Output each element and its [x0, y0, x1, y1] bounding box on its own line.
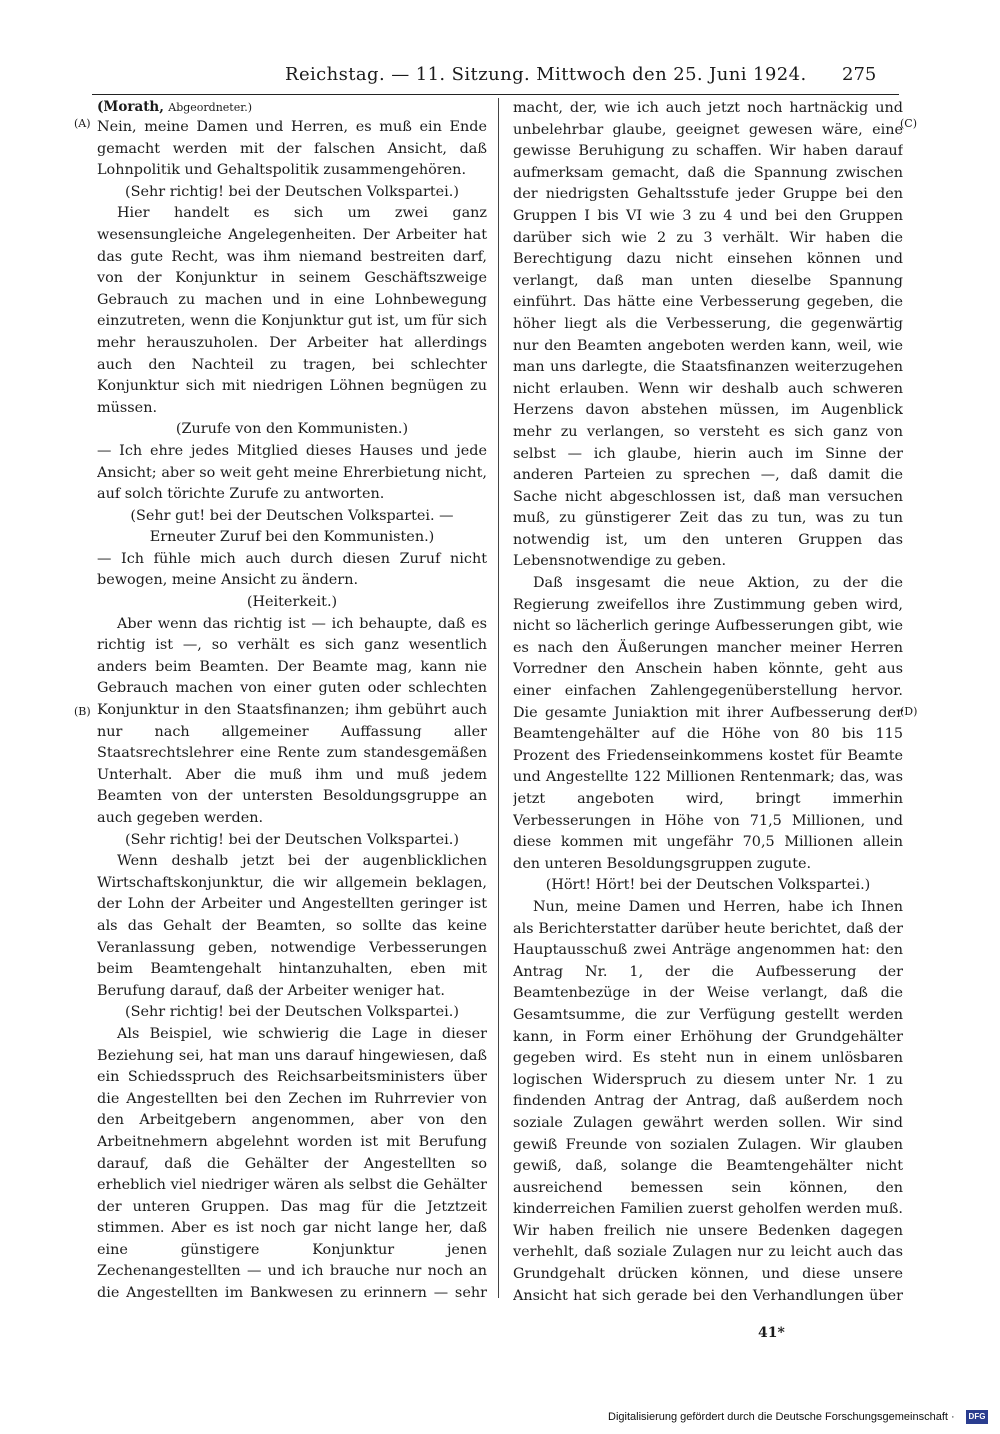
interjection: (Sehr richtig! bei der Deutschen Volkspartei.) — [125, 183, 459, 200]
paragraph: Nun, meine Damen und Herren, habe ich Ihnen als Berichterstatter darüber heute berichtet, daß der Hauptausschuß zwei Anträge angenommen hat: den Antrag Nr. 1, der die Aufbesserung der Beamtenbezüge in der Weise verlangt, daß die Gesamtsumme, die zur Verfügung gestellt werden kann, in Form einer Erhöhung der Grundgehälter gegeben wird. Es steht nun in einem unlösbaren logischen Widerspruch zu diesem unter Nr. 1 zu findenden Antrag der Antrag, daß außerdem noch soziale Zulagen gewährt werden sollen. Wir sind gewiß Freunde von sozialen Zulagen. Wir glauben gewiß, daß, solange die Beamtengehälter nicht ausreichend bemessen sein können, den kinderreichen Familien zuerst geholfen werden muß. Wir haben freilich nie unsere Bedenken dagegen verhehlt, daß soziale Zulagen nur zu leicht auch das Grundgehalt drücken können, und diese unsere Ansicht hat sich gerade bei den Verhandlungen über — [513, 898, 903, 1303]
page-header — [0, 62, 1000, 92]
interjection: (Hört! Hört! bei der Deutschen Volkspartei.) — [545, 877, 871, 894]
dfg-logo — [966, 1410, 988, 1424]
paragraph: Nein, meine Damen und Herren, es muß ein Ende gemacht werden mit der falschen Ansicht, daß Lohnpolitik und Gehaltspolitik zusammengehören. — [97, 119, 487, 179]
paragraph: — Ich ehre jedes Mitglied dieses Hauses und jede Ansicht; aber so weit geht meine Ehrerbietung nicht, auf solch törichte Zurufe zu antworten. — [97, 442, 487, 503]
left-column — [97, 98, 487, 1303]
margin-mark-d: (D) — [900, 705, 918, 718]
running-title: Reichstag. — 11. Sitzung. Mittwoch den 25. Juni 1924. — [285, 64, 807, 85]
right-column — [513, 98, 903, 1303]
paragraph: Aber wenn das richtig ist — ich behaupte, daß es richtig ist —, so verhält es sich ganz wesentlich anders beim Beamten. Der Beamte mag, kann nie Gebrauch machen von einer guten oder schlechten Konjunktur in den Staatsfinanzen; ihm gebührt auch nur nach allgemeiner Auffassung aller Staatsrechtslehrer eine Rente zum standesgemäßen Unterhalt. Aber die muß ihm und muß jedem Beamten von der untersten Besoldungsgruppe an auch gegeben werden. — [97, 615, 487, 826]
signature-mark: 41* — [758, 1325, 785, 1341]
interjection: (Sehr gut! bei der Deutschen Volkspartei. — Erneuter Zuruf bei den Kommunisten.) — [130, 507, 454, 546]
margin-mark-b: (B) — [74, 705, 91, 718]
interjection: (Zurufe von den Kommunisten.) — [175, 421, 409, 438]
column-divider — [498, 98, 499, 1298]
paragraph: Wenn deshalb jetzt bei der augenblicklichen Wirtschaftskonjunktur, die wir allgemein beklagen, der Lohn der Arbeiter und Angestellten geringer ist als das Gehalt der Beamten, so sollte das keine Veranlassung geben, notwendige Verbesserungen beim Beamtengehalt hintanzuhalten, eben mit Berufung darauf, daß der Arbeiter weniger hat. — [97, 853, 487, 999]
page-number: 275 — [842, 64, 877, 85]
margin-mark-a: (A) — [74, 117, 91, 130]
paragraph: Als Beispiel, wie schwierig die Lage in dieser Beziehung sei, hat man uns darauf hingewiesen, daß ein Schiedsspruch des Reichsarbeitsministers über die Angestellten bei den Zechen im Ruhrrevier von den Arbeitgebern angenommen, aber von den Arbeitnehmern abgelehnt worden ist mit Berufung darauf, daß die Gehälter der Angestellten so erheblich viel niedriger wären als selbst die Gehälter der unteren Gruppen. Das mag für die Jetztzeit stimmen. Aber es ist noch gar nicht lange her, daß eine günstigere Konjunktur jenen Zechenangestellten — und ich brauche nur noch an die Angestellten im Bankwesen zu erinnern — sehr — [97, 1025, 487, 1302]
paragraph: macht, der, wie ich auch jetzt noch hartnäckig und unbelehrbar glaube, geeignet gewesen wäre, eine gewisse Beruhigung zu schaffen. Wir haben darauf aufmerksam gemacht, daß die Spannung zwischen der niedrigsten Gehaltsstufe jeder Gruppe bei den Gruppen I bis VI wie 3 zu 4 und bei den Gruppen darüber sich wie 2 zu 3 verhält. Wir haben die Berechtigung dazu nicht einsehen können und verlangt, daß man unten dieselbe Spannung einführt. Das hätte eine Verbesserung gegeben, die höher liegt als die Verbesserung, die gegenwärtig nur den Beamten angeboten werden kann, weil, wie man uns darlegte, die Staatsfinanzen weiterzugehen nicht erlauben. Wenn wir deshalb auch schweren Herzens davon abstehen müssen, im Augenblick mehr zu verlangen, so versteht es sich ganz von selbst — ich glaube, hierin auch im Sinne der anderen Parteien zu sprechen —, daß damit die Sache nicht abgeschlossen ist, daß man versuchen muß, zu günstigerer Zeit das zu tun, was zu tun notwendig ist, um den unteren Gruppen das Lebensnotwendige zu geben. — [513, 100, 903, 570]
paragraph: — Ich fühle mich auch durch diesen Zuruf nicht bewogen, meine Ansicht zu ändern. — [97, 550, 487, 589]
interjection: (Sehr richtig! bei der Deutschen Volkspartei.) — [125, 831, 459, 848]
interjection: (Heiterkeit.) — [246, 594, 338, 611]
speaker-line — [97, 98, 487, 117]
paragraph: Hier handelt es sich um zwei ganz wesensungleiche Angelegenheiten. Der Arbeiter hat das gute Recht, was ihm niemand bestreiten darf, von der Konjunktur in seinem Geschäftszweige Gebrauch zu machen und in eine Lohnbewegung einzutreten, wenn die Konjunktur gut ist, um für sich mehr herauszuholen. Der Arbeiter hat allerdings auch den Nachteil zu tragen, bei schlechter Konjunktur sich mit niedrigen Löhnen begnügen zu müssen. — [97, 205, 487, 416]
header-rule — [92, 94, 899, 95]
paragraph: Daß insgesamt die neue Aktion, zu der die Regierung zweifellos ihre Zustimmung geben wird, nicht so lächerlich geringe Aufbesserungen gibt, wie es nach den Äußerungen mancher meiner Herren Vorredner den Anschein haben könnte, geht aus einer einfachen Zahlengegenüberstellung hervor. Die gesamte Juniaktion mit ihrer Aufbesserung der Beamtengehälter auf die Höhe von 80 bis 115 Prozent des Friedenseinkommens kostet für Beamte und Angestellte 122 Millionen Rentenmark; das, was jetzt angeboten wird, bringt immerhin Verbesserungen in Höhe von 71,5 Millionen, und diese kommen mit ungefähr 70,5 Millionen allein den unteren Besoldungsgruppen zugute. — [513, 575, 903, 872]
interjection: (Sehr richtig! bei der Deutschen Volkspartei.) — [125, 1004, 459, 1021]
dfg-logo-text: DFG — [968, 1412, 986, 1421]
speaker-name: (Morath, — [97, 99, 164, 115]
digitization-credit: Digitalisierung gefördert durch die Deutsche Forschungsgemeinschaft · — [608, 1411, 955, 1423]
margin-mark-c: (C) — [900, 117, 917, 130]
speaker-role: Abgeordneter.) — [168, 101, 253, 114]
